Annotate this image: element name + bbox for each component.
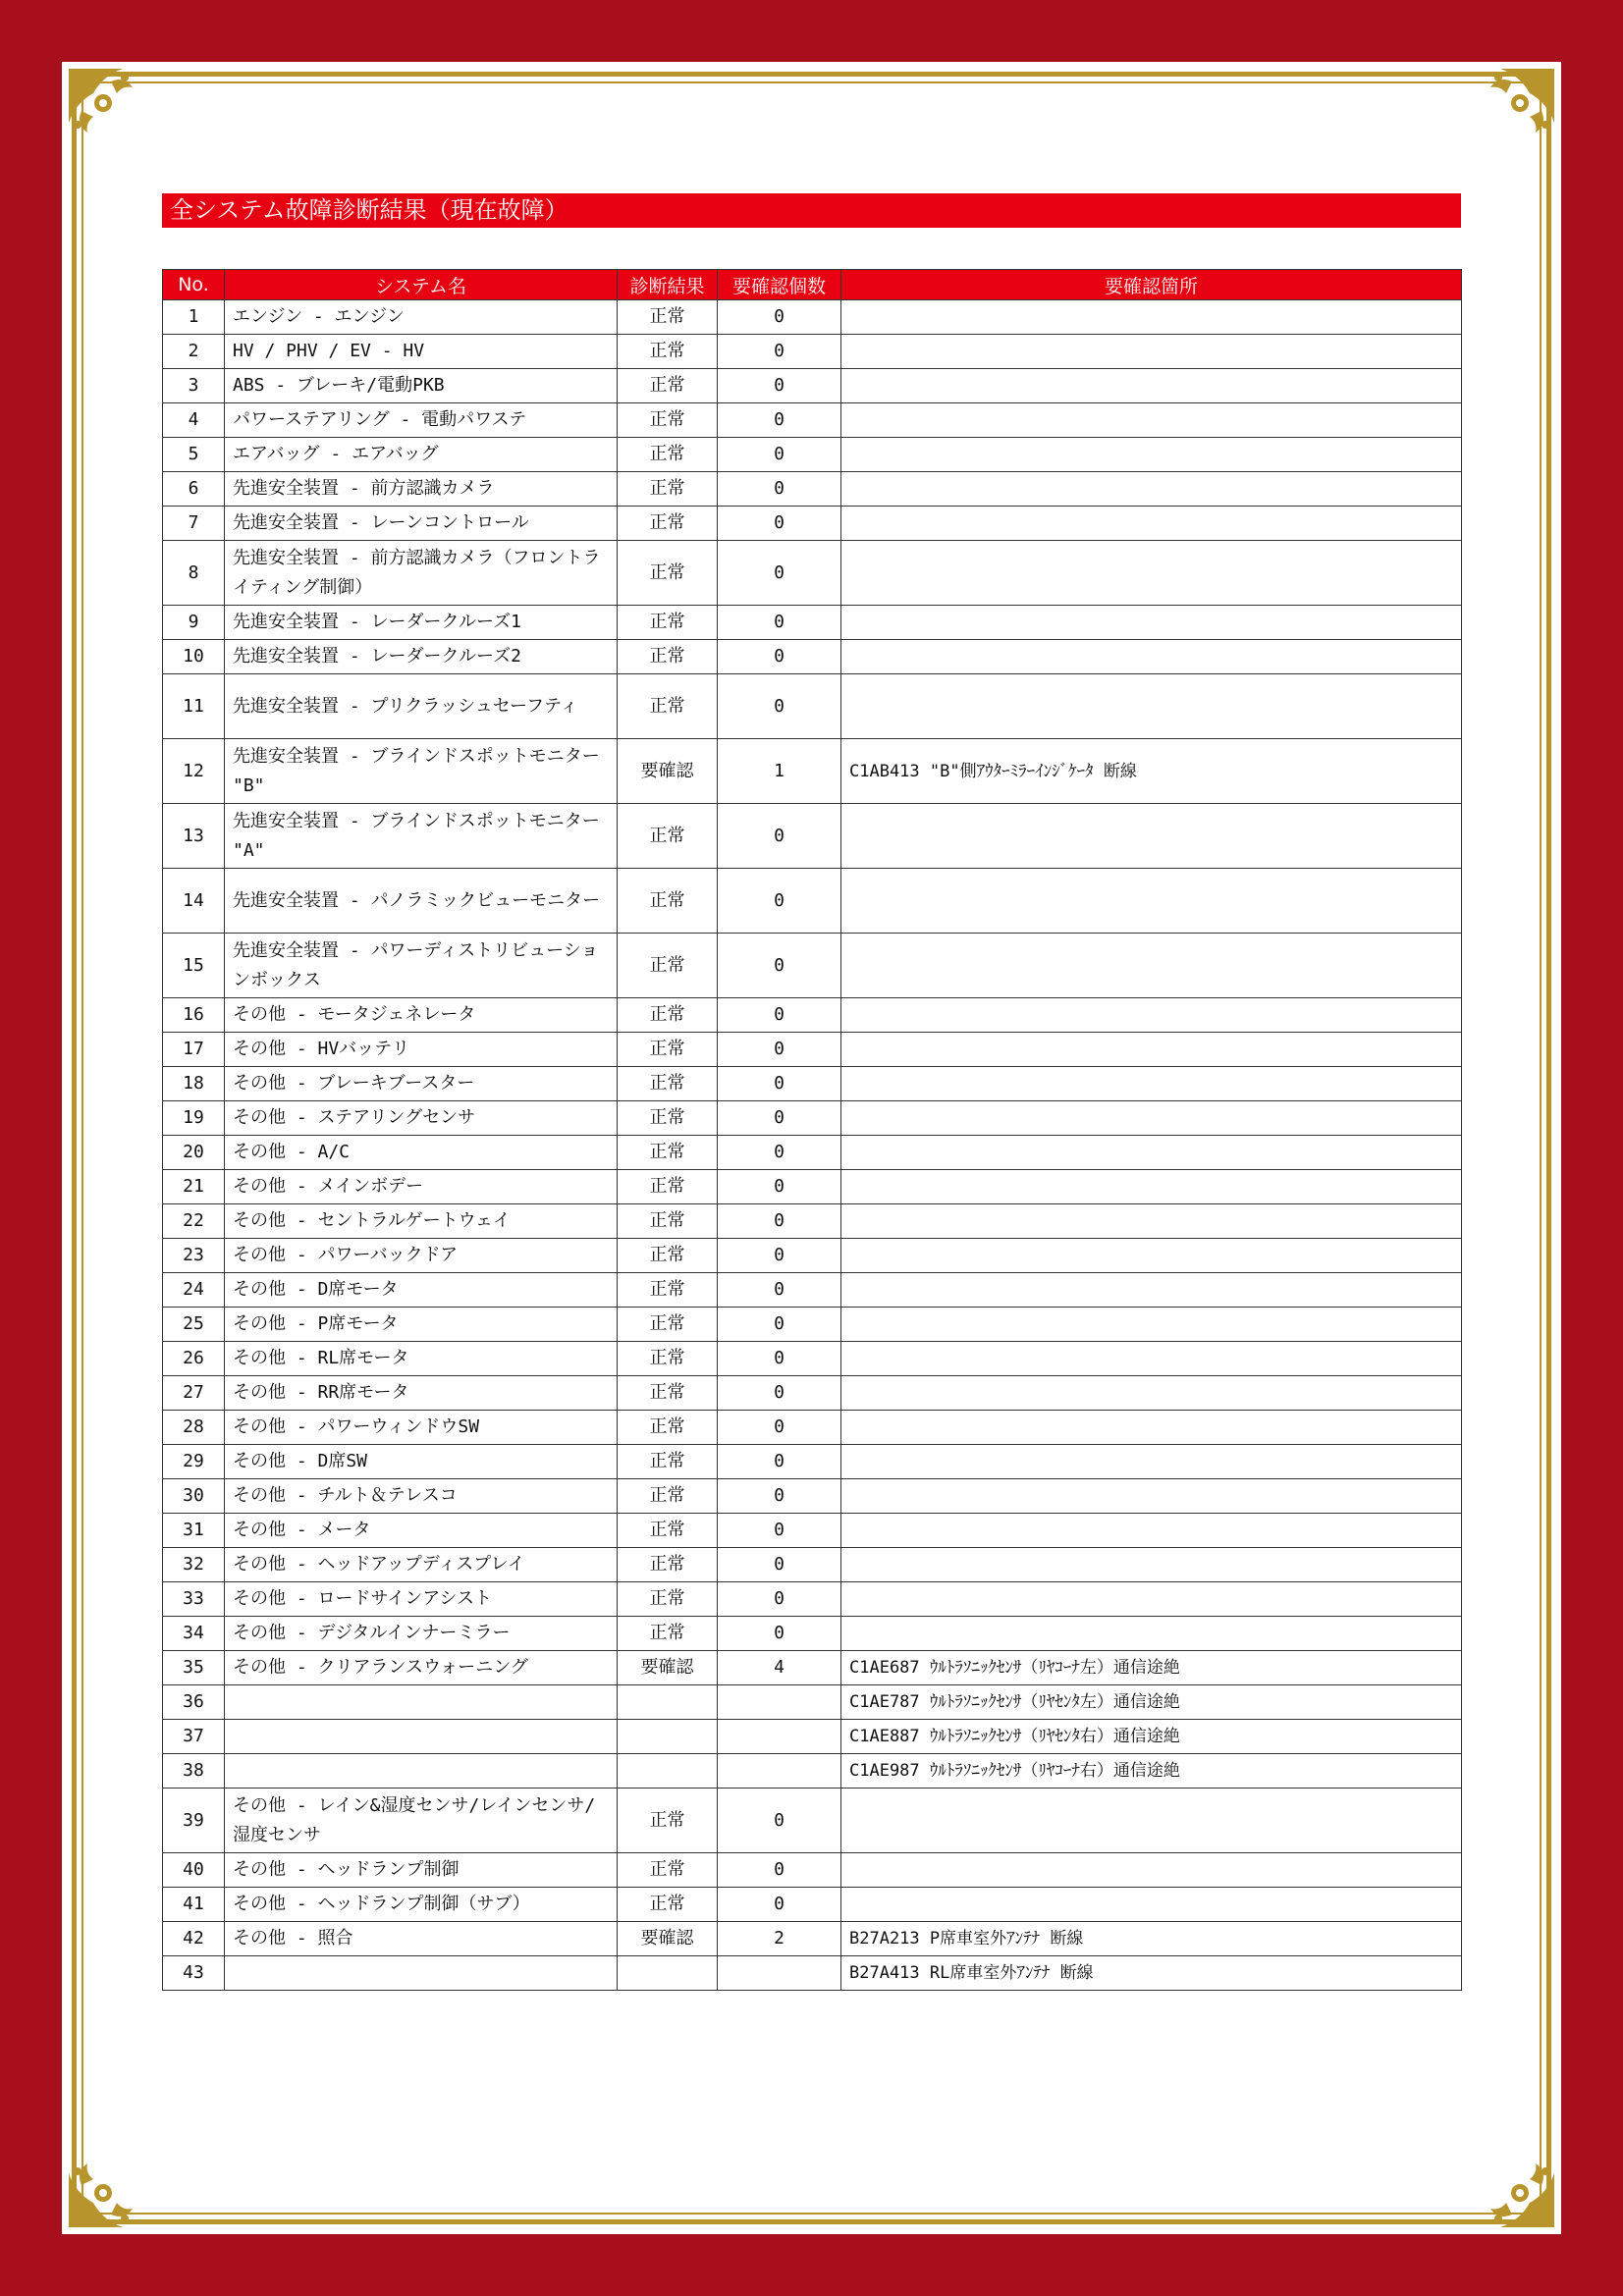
row-count: 4 xyxy=(718,1651,841,1685)
row-result xyxy=(618,1685,718,1720)
table-row xyxy=(163,1582,1462,1617)
table-row xyxy=(163,739,1462,804)
row-result: 正常 xyxy=(618,1101,718,1136)
row-location xyxy=(841,1033,1462,1067)
row-no: 33 xyxy=(163,1582,225,1617)
row-system-name: 先進安全装置 - パノラミックビューモニター xyxy=(225,869,618,934)
row-count: 0 xyxy=(718,1548,841,1582)
row-count: 0 xyxy=(718,1888,841,1922)
row-location xyxy=(841,1617,1462,1651)
row-no: 19 xyxy=(163,1101,225,1136)
row-count: 0 xyxy=(718,1239,841,1273)
row-location: C1AB413 "B"側ｱｳﾀｰﾐﾗｰｲﾝｼﾞｹｰﾀ 断線 xyxy=(841,739,1462,804)
table-row xyxy=(163,507,1462,541)
row-count: 0 xyxy=(718,1789,841,1853)
row-location xyxy=(841,1067,1462,1101)
row-no: 11 xyxy=(163,674,225,739)
table-row xyxy=(163,1888,1462,1922)
table-row xyxy=(163,674,1462,739)
row-count: 0 xyxy=(718,1582,841,1617)
row-result: 正常 xyxy=(618,335,718,369)
table-row xyxy=(163,1411,1462,1445)
row-location xyxy=(841,541,1462,606)
table-row xyxy=(163,869,1462,934)
row-count xyxy=(718,1720,841,1754)
row-result: 正常 xyxy=(618,1239,718,1273)
row-system-name: 先進安全装置 - ブラインドスポットモニター "B" xyxy=(225,739,618,804)
row-no: 17 xyxy=(163,1033,225,1067)
row-system-name xyxy=(225,1956,618,1991)
row-result: 正常 xyxy=(618,1445,718,1479)
row-system-name: その他 - ブレーキブースター xyxy=(225,1067,618,1101)
row-result: 正常 xyxy=(618,369,718,403)
row-result: 正常 xyxy=(618,1204,718,1239)
row-result xyxy=(618,1956,718,1991)
row-system-name: 先進安全装置 - 前方認識カメラ（フロントライティング制御） xyxy=(225,541,618,606)
row-no: 22 xyxy=(163,1204,225,1239)
row-result: 正常 xyxy=(618,1308,718,1342)
table-row xyxy=(163,1101,1462,1136)
row-location xyxy=(841,998,1462,1033)
row-count: 0 xyxy=(718,1411,841,1445)
row-count: 0 xyxy=(718,1204,841,1239)
row-location: C1AE987 ｳﾙﾄﾗｿﾆｯｸｾﾝｻ（ﾘﾔｺｰﾅ右）通信途絶 xyxy=(841,1754,1462,1789)
row-no: 28 xyxy=(163,1411,225,1445)
row-no: 18 xyxy=(163,1067,225,1101)
row-count: 0 xyxy=(718,1067,841,1101)
table-row xyxy=(163,1376,1462,1411)
row-system-name: その他 - P席モータ xyxy=(225,1308,618,1342)
row-system-name: 先進安全装置 - 前方認識カメラ xyxy=(225,472,618,507)
diagnosis-table xyxy=(162,269,1462,1991)
row-no: 37 xyxy=(163,1720,225,1754)
header-system: システム名 xyxy=(225,270,618,300)
row-location xyxy=(841,606,1462,640)
row-system-name: 先進安全装置 - パワーディストリビューションボックス xyxy=(225,934,618,998)
row-count xyxy=(718,1956,841,1991)
table-header-row xyxy=(163,270,1462,300)
corner-ornament-icon xyxy=(64,2144,152,2232)
row-no: 25 xyxy=(163,1308,225,1342)
row-count xyxy=(718,1754,841,1789)
row-system-name xyxy=(225,1754,618,1789)
table-row xyxy=(163,335,1462,369)
row-system-name: その他 - セントラルゲートウェイ xyxy=(225,1204,618,1239)
row-result: 正常 xyxy=(618,1170,718,1204)
table-row xyxy=(163,472,1462,507)
row-count: 0 xyxy=(718,1101,841,1136)
row-result: 正常 xyxy=(618,1617,718,1651)
row-count: 0 xyxy=(718,507,841,541)
row-system-name: その他 - 照合 xyxy=(225,1922,618,1956)
row-system-name: その他 - ステアリングセンサ xyxy=(225,1101,618,1136)
table-row xyxy=(163,934,1462,998)
table-row xyxy=(163,1445,1462,1479)
row-no: 24 xyxy=(163,1273,225,1308)
table-row xyxy=(163,1789,1462,1853)
table-row xyxy=(163,1548,1462,1582)
row-system-name: その他 - HVバッテリ xyxy=(225,1033,618,1067)
row-location xyxy=(841,934,1462,998)
row-location xyxy=(841,507,1462,541)
table-body xyxy=(163,300,1462,1991)
corner-ornament-icon xyxy=(1471,2144,1559,2232)
row-count: 0 xyxy=(718,1479,841,1514)
row-result: 正常 xyxy=(618,1376,718,1411)
row-location xyxy=(841,674,1462,739)
table-row xyxy=(163,1853,1462,1888)
row-count: 0 xyxy=(718,300,841,335)
row-system-name: その他 - RR席モータ xyxy=(225,1376,618,1411)
row-location xyxy=(841,438,1462,472)
row-system-name: その他 - ロードサインアシスト xyxy=(225,1582,618,1617)
row-location xyxy=(841,869,1462,934)
row-count: 0 xyxy=(718,998,841,1033)
row-no: 16 xyxy=(163,998,225,1033)
row-count: 0 xyxy=(718,403,841,438)
row-system-name: 先進安全装置 - プリクラッシュセーフティ xyxy=(225,674,618,739)
row-count: 0 xyxy=(718,1617,841,1651)
row-system-name: エンジン - エンジン xyxy=(225,300,618,335)
row-count: 0 xyxy=(718,606,841,640)
row-location xyxy=(841,1789,1462,1853)
row-result: 正常 xyxy=(618,804,718,869)
row-system-name: その他 - パワーウィンドウSW xyxy=(225,1411,618,1445)
row-no: 14 xyxy=(163,869,225,934)
row-result: 正常 xyxy=(618,934,718,998)
row-system-name: 先進安全装置 - レーダークルーズ1 xyxy=(225,606,618,640)
row-location: B27A413 RL席車室外ｱﾝﾃﾅ 断線 xyxy=(841,1956,1462,1991)
row-location: B27A213 P席車室外ｱﾝﾃﾅ 断線 xyxy=(841,1922,1462,1956)
row-count: 0 xyxy=(718,1514,841,1548)
row-location xyxy=(841,1445,1462,1479)
row-count: 0 xyxy=(718,1273,841,1308)
row-count: 0 xyxy=(718,369,841,403)
row-location: C1AE687 ｳﾙﾄﾗｿﾆｯｸｾﾝｻ（ﾘﾔｺｰﾅ左）通信途絶 xyxy=(841,1651,1462,1685)
row-count: 2 xyxy=(718,1922,841,1956)
row-no: 40 xyxy=(163,1853,225,1888)
row-system-name: その他 - メインボデー xyxy=(225,1170,618,1204)
row-location xyxy=(841,1888,1462,1922)
row-location xyxy=(841,640,1462,674)
row-no: 6 xyxy=(163,472,225,507)
row-no: 13 xyxy=(163,804,225,869)
table-row xyxy=(163,438,1462,472)
row-location xyxy=(841,1170,1462,1204)
table-row xyxy=(163,1308,1462,1342)
row-location xyxy=(841,1853,1462,1888)
table-row xyxy=(163,1514,1462,1548)
table-row xyxy=(163,541,1462,606)
row-location xyxy=(841,1479,1462,1514)
row-result: 正常 xyxy=(618,507,718,541)
row-no: 32 xyxy=(163,1548,225,1582)
row-result: 正常 xyxy=(618,640,718,674)
row-no: 20 xyxy=(163,1136,225,1170)
row-location xyxy=(841,1136,1462,1170)
row-location xyxy=(841,1582,1462,1617)
row-system-name: その他 - ヘッドランプ制御（サブ） xyxy=(225,1888,618,1922)
table-row xyxy=(163,1136,1462,1170)
row-location xyxy=(841,1342,1462,1376)
row-no: 29 xyxy=(163,1445,225,1479)
row-count: 0 xyxy=(718,438,841,472)
row-count: 0 xyxy=(718,335,841,369)
row-system-name: ABS - ブレーキ/電動PKB xyxy=(225,369,618,403)
row-result xyxy=(618,1754,718,1789)
row-system-name: その他 - メータ xyxy=(225,1514,618,1548)
row-result xyxy=(618,1720,718,1754)
row-result: 正常 xyxy=(618,1067,718,1101)
row-count: 0 xyxy=(718,1033,841,1067)
row-system-name: その他 - パワーバックドア xyxy=(225,1239,618,1273)
table-row xyxy=(163,1342,1462,1376)
row-system-name xyxy=(225,1685,618,1720)
row-location xyxy=(841,369,1462,403)
row-result: 正常 xyxy=(618,869,718,934)
row-no: 4 xyxy=(163,403,225,438)
header-no: No. xyxy=(163,270,225,300)
table-row xyxy=(163,1067,1462,1101)
table-row xyxy=(163,1033,1462,1067)
row-system-name: パワーステアリング - 電動パワステ xyxy=(225,403,618,438)
row-location xyxy=(841,1101,1462,1136)
table-row xyxy=(163,1651,1462,1685)
row-result: 正常 xyxy=(618,300,718,335)
row-system-name: 先進安全装置 - ブラインドスポットモニター "A" xyxy=(225,804,618,869)
row-count: 0 xyxy=(718,1376,841,1411)
row-no: 1 xyxy=(163,300,225,335)
row-result: 正常 xyxy=(618,1548,718,1582)
row-count: 0 xyxy=(718,804,841,869)
row-result: 正常 xyxy=(618,1033,718,1067)
table-row xyxy=(163,1617,1462,1651)
row-result: 正常 xyxy=(618,1582,718,1617)
row-no: 39 xyxy=(163,1789,225,1853)
row-no: 34 xyxy=(163,1617,225,1651)
table-row xyxy=(163,640,1462,674)
row-count: 0 xyxy=(718,1136,841,1170)
table-row xyxy=(163,998,1462,1033)
row-count: 0 xyxy=(718,934,841,998)
row-system-name: その他 - モータジェネレータ xyxy=(225,998,618,1033)
table-row xyxy=(163,1956,1462,1991)
row-location: C1AE887 ｳﾙﾄﾗｿﾆｯｸｾﾝｻ（ﾘﾔｾﾝﾀ右）通信途絶 xyxy=(841,1720,1462,1754)
row-result: 正常 xyxy=(618,403,718,438)
row-system-name: その他 - RL席モータ xyxy=(225,1342,618,1376)
table-row xyxy=(163,369,1462,403)
row-no: 38 xyxy=(163,1754,225,1789)
row-system-name: その他 - D席SW xyxy=(225,1445,618,1479)
row-no: 10 xyxy=(163,640,225,674)
row-count: 0 xyxy=(718,1170,841,1204)
row-no: 3 xyxy=(163,369,225,403)
table-row xyxy=(163,300,1462,335)
row-no: 12 xyxy=(163,739,225,804)
row-system-name: 先進安全装置 - レーンコントロール xyxy=(225,507,618,541)
row-result: 要確認 xyxy=(618,1651,718,1685)
row-result: 正常 xyxy=(618,606,718,640)
row-count: 0 xyxy=(718,640,841,674)
table-row xyxy=(163,1685,1462,1720)
row-location xyxy=(841,335,1462,369)
row-result: 正常 xyxy=(618,438,718,472)
row-system-name: その他 - A/C xyxy=(225,1136,618,1170)
row-result: 正常 xyxy=(618,1479,718,1514)
table-row xyxy=(163,606,1462,640)
row-location xyxy=(841,300,1462,335)
row-system-name: エアバッグ - エアバッグ xyxy=(225,438,618,472)
row-count: 0 xyxy=(718,1308,841,1342)
row-system-name: その他 - デジタルインナーミラー xyxy=(225,1617,618,1651)
table-row xyxy=(163,1720,1462,1754)
corner-ornament-icon xyxy=(64,64,152,152)
corner-ornament-icon xyxy=(1471,64,1559,152)
row-location xyxy=(841,472,1462,507)
row-count: 0 xyxy=(718,1342,841,1376)
row-no: 36 xyxy=(163,1685,225,1720)
row-location xyxy=(841,1273,1462,1308)
row-result: 要確認 xyxy=(618,739,718,804)
row-result: 要確認 xyxy=(618,1922,718,1956)
row-system-name: その他 - チルト＆テレスコ xyxy=(225,1479,618,1514)
row-system-name: その他 - ヘッドアップディスプレイ xyxy=(225,1548,618,1582)
row-system-name: その他 - レイン&湿度センサ/レインセンサ/湿度センサ xyxy=(225,1789,618,1853)
row-count: 0 xyxy=(718,674,841,739)
row-no: 9 xyxy=(163,606,225,640)
row-no: 42 xyxy=(163,1922,225,1956)
row-location xyxy=(841,403,1462,438)
table-row xyxy=(163,804,1462,869)
row-result: 正常 xyxy=(618,1411,718,1445)
row-system-name: その他 - ヘッドランプ制御 xyxy=(225,1853,618,1888)
table-row xyxy=(163,403,1462,438)
row-no: 41 xyxy=(163,1888,225,1922)
row-location: C1AE787 ｳﾙﾄﾗｿﾆｯｸｾﾝｻ（ﾘﾔｾﾝﾀ左）通信途絶 xyxy=(841,1685,1462,1720)
row-location xyxy=(841,1411,1462,1445)
row-result: 正常 xyxy=(618,1888,718,1922)
table-row xyxy=(163,1922,1462,1956)
row-no: 8 xyxy=(163,541,225,606)
row-no: 43 xyxy=(163,1956,225,1991)
table-row xyxy=(163,1754,1462,1789)
row-result: 正常 xyxy=(618,1273,718,1308)
row-no: 27 xyxy=(163,1376,225,1411)
row-system-name: その他 - クリアランスウォーニング xyxy=(225,1651,618,1685)
row-location xyxy=(841,1548,1462,1582)
row-result: 正常 xyxy=(618,541,718,606)
row-no: 7 xyxy=(163,507,225,541)
row-no: 21 xyxy=(163,1170,225,1204)
row-location xyxy=(841,1514,1462,1548)
row-no: 31 xyxy=(163,1514,225,1548)
row-count: 0 xyxy=(718,472,841,507)
row-no: 15 xyxy=(163,934,225,998)
row-system-name: HV / PHV / EV - HV xyxy=(225,335,618,369)
row-system-name: 先進安全装置 - レーダークルーズ2 xyxy=(225,640,618,674)
row-system-name: その他 - D席モータ xyxy=(225,1273,618,1308)
row-result: 正常 xyxy=(618,1514,718,1548)
row-no: 23 xyxy=(163,1239,225,1273)
header-count: 要確認個数 xyxy=(718,270,841,300)
row-count: 1 xyxy=(718,739,841,804)
row-result: 正常 xyxy=(618,472,718,507)
row-count: 0 xyxy=(718,869,841,934)
row-location xyxy=(841,804,1462,869)
table-row xyxy=(163,1479,1462,1514)
row-result: 正常 xyxy=(618,1342,718,1376)
section-title: 全システム故障診断結果（現在故障） xyxy=(162,193,1461,228)
row-result: 正常 xyxy=(618,1853,718,1888)
table-row xyxy=(163,1204,1462,1239)
row-count: 0 xyxy=(718,541,841,606)
row-system-name xyxy=(225,1720,618,1754)
header-location: 要確認箇所 xyxy=(841,270,1462,300)
row-count: 0 xyxy=(718,1445,841,1479)
row-location xyxy=(841,1308,1462,1342)
row-no: 30 xyxy=(163,1479,225,1514)
row-result: 正常 xyxy=(618,998,718,1033)
row-count: 0 xyxy=(718,1853,841,1888)
header-result: 診断結果 xyxy=(618,270,718,300)
row-count xyxy=(718,1685,841,1720)
row-location xyxy=(841,1376,1462,1411)
row-result: 正常 xyxy=(618,1136,718,1170)
row-no: 5 xyxy=(163,438,225,472)
row-location xyxy=(841,1239,1462,1273)
row-no: 35 xyxy=(163,1651,225,1685)
row-result: 正常 xyxy=(618,1789,718,1853)
table-row xyxy=(163,1170,1462,1204)
row-no: 26 xyxy=(163,1342,225,1376)
row-result: 正常 xyxy=(618,674,718,739)
row-no: 2 xyxy=(163,335,225,369)
row-location xyxy=(841,1204,1462,1239)
table-row xyxy=(163,1239,1462,1273)
table-row xyxy=(163,1273,1462,1308)
